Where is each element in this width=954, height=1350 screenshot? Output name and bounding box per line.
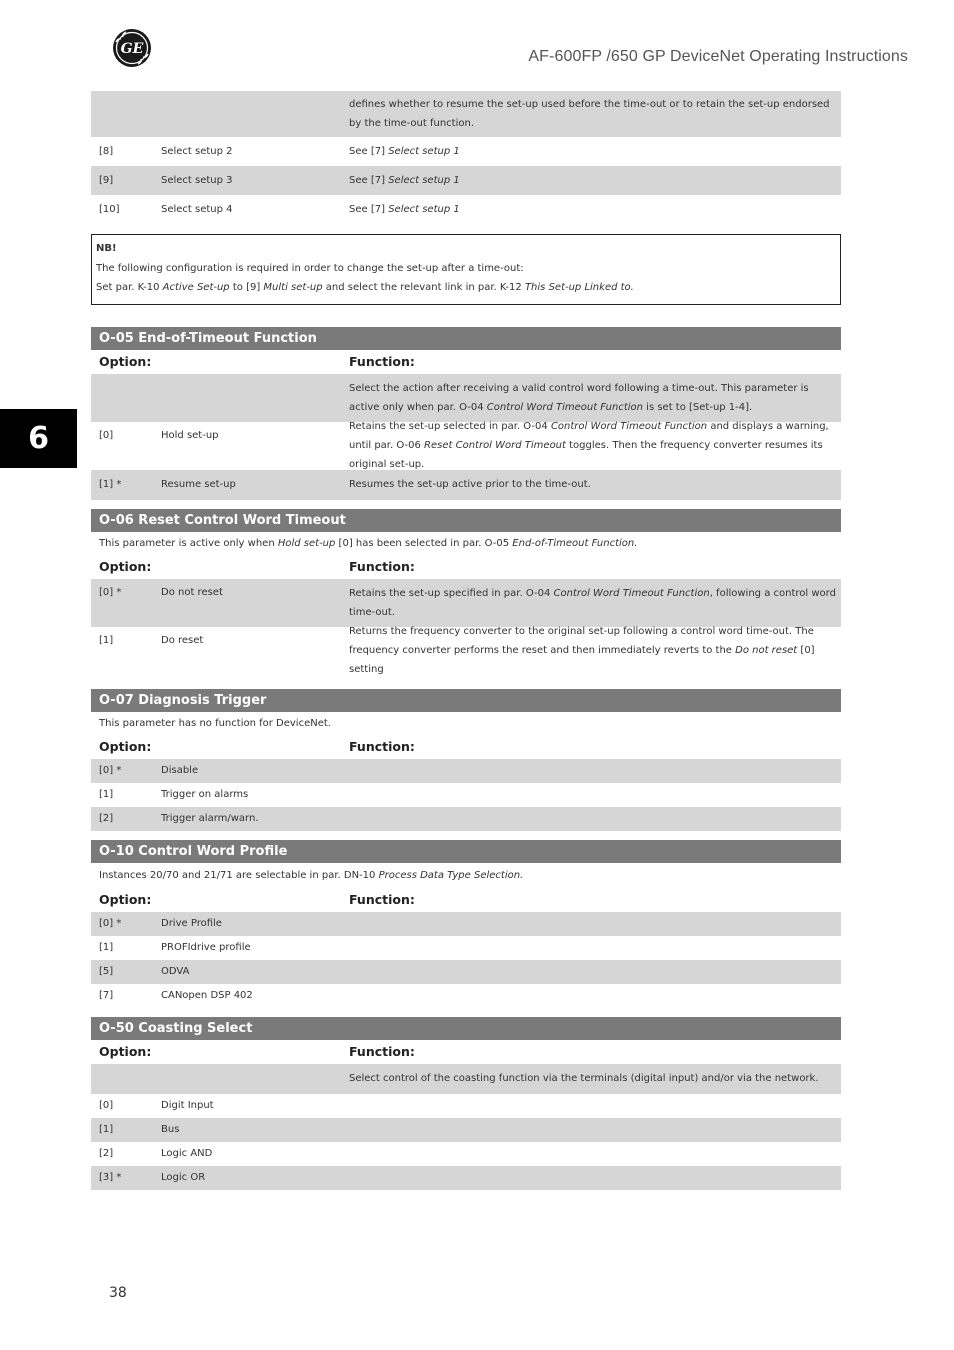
page-number: 38 — [109, 1285, 127, 1301]
option-key: [0] — [99, 429, 114, 441]
option-key: [9] — [99, 175, 114, 186]
function-text: Returns the frequency converter to the original set-up following a control word time-out. The frequency converter performs the reset and then immediately reverts to the Do not reset [0] setting — [349, 626, 815, 675]
option-name: PROFIdrive profile — [161, 942, 251, 953]
table-row — [91, 1064, 841, 1094]
option-key: [5] — [99, 966, 114, 977]
option-name: Do not reset — [161, 586, 223, 598]
table-row — [91, 137, 841, 166]
option-name: Drive Profile — [161, 918, 222, 929]
option-key: [2] — [99, 1148, 114, 1159]
table-row — [91, 807, 841, 831]
note-box — [91, 234, 841, 305]
function-text: See [7] Select setup 1 — [349, 175, 460, 186]
option-name: CANopen DSP 402 — [161, 990, 253, 1001]
table-row — [91, 912, 841, 936]
table-row — [91, 1142, 841, 1166]
table-row — [91, 422, 841, 470]
table-row — [91, 1118, 841, 1142]
svg-text:GE: GE — [120, 41, 144, 57]
option-name: Select setup 4 — [161, 204, 233, 215]
table-row — [91, 936, 841, 960]
table-row — [91, 195, 841, 224]
section-description: Instances 20/70 and 21/71 are selectable in par. DN-10 Process Data Type Selection. — [99, 869, 524, 881]
option-function-header: Option: Function: — [99, 1043, 415, 1059]
option-name: Select setup 2 — [161, 146, 233, 157]
option-key: [1] — [99, 1124, 114, 1135]
section-header-o10: O-10 Control Word Profile — [91, 840, 841, 863]
section-header-o05: O-05 End-of-Timeout Function — [91, 327, 841, 350]
option-key: [0] * — [99, 765, 122, 776]
option-key: [0] * — [99, 586, 122, 598]
table-row — [91, 1094, 841, 1118]
option-key: [1] — [99, 942, 114, 953]
table-row — [91, 759, 841, 783]
option-name: Resume set-up — [161, 479, 236, 490]
table-row — [91, 960, 841, 984]
option-key: [10] — [99, 204, 120, 215]
function-text: Resumes the set-up active prior to the time-out. — [349, 479, 591, 490]
function-text: Select control of the coasting function via the terminals (digital input) and/or via the network. — [349, 1073, 819, 1084]
note-text: Set par. K-10 Active Set-up to [9] Multi set-up and select the relevant link in par. K-12 This Set-up Linked to. — [96, 282, 634, 293]
section-description: This parameter is active only when Hold set-up [0] has been selected in par. O-05 End-of-Timeout Function. — [99, 537, 638, 549]
table-row — [91, 579, 841, 627]
function-text: See [7] Select setup 1 — [349, 146, 460, 157]
option-key: [2] — [99, 813, 114, 824]
function-text: defines whether to resume the set-up used before the time-out or to retain the set-up endorsed by the time-out function. — [349, 99, 830, 129]
function-text: Select the action after receiving a valid control word following a time-out. This parameter is active only when par. O-04 Control Word Timeout Function is set to [Set-up 1-4]. — [349, 382, 809, 413]
option-name: Logic OR — [161, 1172, 206, 1183]
option-name: Trigger on alarms — [161, 789, 249, 800]
table-row — [91, 627, 841, 675]
option-function-header: Option: Function: — [99, 738, 415, 754]
option-function-header: Option: Function: — [99, 558, 415, 574]
section-header-o06: O-06 Reset Control Word Timeout — [91, 509, 841, 532]
table-row — [91, 1166, 841, 1190]
option-name: Bus — [161, 1124, 180, 1135]
table-row — [91, 374, 841, 422]
table-row — [91, 470, 841, 500]
option-key: [1] * — [99, 479, 122, 490]
option-name: Do reset — [161, 634, 204, 646]
table-row — [91, 783, 841, 807]
section-header-o07: O-07 Diagnosis Trigger — [91, 689, 841, 712]
option-key: [0] * — [99, 918, 122, 929]
option-function-header: Option: Function: — [99, 353, 415, 369]
option-key: [1] — [99, 634, 114, 646]
option-name: Digit Input — [161, 1100, 214, 1111]
table-row — [91, 166, 841, 195]
option-key: [1] — [99, 789, 114, 800]
section-header-o50: O-50 Coasting Select — [91, 1017, 841, 1040]
note-text: The following configuration is required in order to change the set-up after a time-out: — [96, 262, 524, 274]
function-text: Retains the set-up selected in par. O-04 Control Word Timeout Function and displays a warning, until par. O-06 Reset Control Word Timeout toggles. Then the frequency converter resumes its original set-up. — [349, 421, 829, 470]
page-content — [91, 91, 841, 1190]
note-title: NB! — [96, 243, 117, 254]
option-key: [7] — [99, 990, 114, 1001]
option-key: [3] * — [99, 1172, 122, 1183]
option-name: Logic AND — [161, 1148, 213, 1159]
section-description: This parameter has no function for DeviceNet. — [99, 717, 331, 729]
option-name: Disable — [161, 765, 199, 776]
option-name: Select setup 3 — [161, 175, 233, 186]
option-key: [0] — [99, 1100, 114, 1111]
table-row — [91, 984, 841, 1008]
option-name: Hold set-up — [161, 429, 219, 441]
document-title: AF-600FP /650 GP DeviceNet Operating Instructions — [528, 48, 908, 65]
option-name: Trigger alarm/warn. — [161, 813, 259, 824]
function-text: See [7] Select setup 1 — [349, 204, 460, 215]
option-function-header: Option: Function: — [99, 891, 415, 907]
option-key: [8] — [99, 146, 114, 157]
function-text: Retains the set-up specified in par. O-04 Control Word Timeout Function, following a control word time-out. — [349, 587, 836, 618]
option-name: ODVA — [161, 966, 190, 977]
table-row — [91, 91, 841, 137]
ge-logo — [112, 28, 152, 68]
chapter-tab: 6 — [0, 409, 77, 468]
